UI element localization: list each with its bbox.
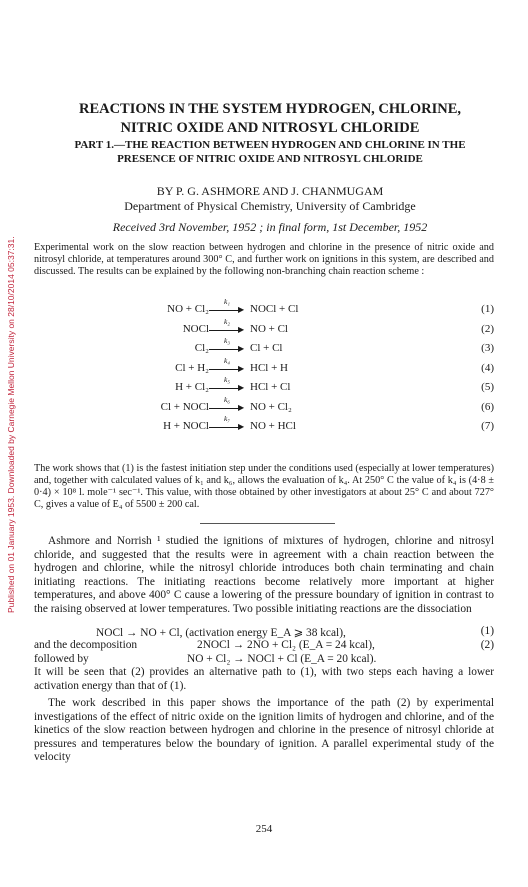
equation-label: and the decomposition — [34, 639, 138, 651]
reaction-number: (4) — [481, 361, 494, 374]
reactants: Cl + H₂ — [175, 361, 209, 374]
rate-constant: k₁ — [224, 297, 230, 306]
reaction-row — [40, 375, 494, 396]
abstract-intro: Experimental work on the slow reaction between hydrogen and chlorine in the presence of nitric oxide and nitrosyl chloride, at temperatures around 300° C, and further work on ignitions in this system, are described and discussed. The results can be explained by the following non-branching chain reaction scheme : — [34, 242, 494, 277]
equation-3 — [34, 653, 494, 667]
reaction-arrow-icon: k₃ ▶ — [209, 342, 245, 357]
equation-label: followed by — [34, 653, 89, 665]
reaction-number: (7) — [481, 420, 494, 432]
part-heading — [40, 138, 500, 166]
equation-text: NO + Cl₂ → NOCl + Cl (E_A = 20 kcal). — [187, 653, 377, 665]
reaction-arrow-icon: k₁ ▶ — [209, 303, 245, 318]
equation-text: 2NOCl → 2NO + Cl₂ (E_A = 24 kcal), — [197, 639, 375, 651]
reaction-row — [40, 316, 494, 338]
body-paragraph-3: The work described in this paper shows the importance of the path (2) by experimental investigations of the effect of nitric oxide on the ignition limits of hydrogen and chlorine, and of the kinetics of the slow reaction between hydrogen and chlorine in the presence of nitrosyl chloride at pressures and temperatures below the boundary of ignition. A parallel experimental study of the velocity — [34, 697, 494, 764]
reaction-arrow-icon: k₇ ▶ — [209, 420, 245, 435]
products: NOCl + Cl — [250, 303, 299, 315]
products: NO + HCl — [250, 420, 296, 432]
equation-number: (2) — [480, 639, 494, 651]
received-dates: Received 3rd November, 1952 ; in final form, 1st December, 1952 — [112, 220, 428, 234]
reactants: H + Cl₂ — [175, 381, 209, 393]
body-paragraph-2: It will be seen that (2) provides an alternative path to (1), with two steps each having a lower activation energy than that of (1). — [34, 666, 494, 692]
products: NO + Cl — [250, 322, 288, 335]
reaction-arrow-icon: k₆ ▶ — [209, 401, 245, 416]
reactants: Cl + NOCl — [160, 400, 209, 413]
body-paragraph-1: Ashmore and Norrish ¹ studied the ignitions of mixtures of hydrogen, chlorine and nitrosyl chloride, and suggested that the results were in agreement with a chain reaction between the hydrogen and chlorine, while the nitrosyl chloride introduces both chain terminating and chain initiating reactions. The initiating reactions become relatively more important at higher temperatures, and above 400° C cause a lowering of the pressure boundary of ignition in contrast to the raising observed at lower temperatures. Two possible initiating reactions are the dissociation — [34, 535, 494, 615]
reaction-row — [40, 297, 494, 318]
products: NO + Cl₂ — [250, 400, 292, 413]
products: HCl + H — [250, 361, 288, 374]
section-divider — [200, 523, 335, 524]
reaction-arrow-icon: k₅ ▶ — [209, 381, 245, 396]
rate-constant: k₆ — [224, 394, 230, 404]
reaction-row — [40, 355, 494, 377]
reactants: NO + Cl₂ — [167, 303, 209, 315]
reaction-row — [40, 414, 494, 435]
equation-2 — [34, 639, 494, 653]
products: Cl + Cl — [250, 342, 283, 354]
equation-number: (1) — [480, 625, 494, 637]
reaction-number: (3) — [481, 342, 494, 354]
authors: BY P. G. ASHMORE AND J. CHANMUGAM — [156, 184, 384, 198]
reaction-number: (6) — [481, 400, 494, 413]
page-number: 254 — [255, 823, 273, 835]
title-line-1: REACTIONS IN THE SYSTEM HYDROGEN, CHLORINE, — [78, 101, 462, 117]
part-line-1: PART 1.—THE REACTION BETWEEN HYDROGEN AND CHLORINE IN THE — [74, 139, 466, 151]
reaction-arrow-icon: k₄ ▶ — [209, 362, 245, 377]
rate-constant: k₂ — [224, 316, 230, 326]
reactants: Cl₂ — [194, 342, 209, 354]
rate-constant: k₅ — [224, 375, 230, 384]
rate-constant: k₃ — [224, 336, 230, 345]
equation-text: NOCl → NO + Cl, (activation energy E_A ⩾ 38 kcal), — [96, 627, 346, 639]
download-notice: Published on 01 January 1953. Downloaded by Carnegie Mellon University on 28/10/2014 05:37:31. — [6, 236, 16, 614]
equation-1 — [34, 625, 494, 639]
reaction-row — [40, 336, 494, 357]
abstract-conclusion: The work shows that (1) is the fastest initiation step under the conditions used (especially at lower temperatures) and, together with calculated values of k₁ and k₆, allows the evaluation of k₄. At 250° C the value of k₄ is (4·8 ± 0·4) × 10⁸ l. mole⁻¹ sec⁻¹. This value, with those obtained by other investigators at about 25° C and about 727° C, gives a value of E₄ of 5500 ± 200 cal. — [34, 463, 494, 510]
reactants: H + NOCl — [163, 420, 209, 432]
products: HCl + Cl — [250, 381, 291, 393]
reaction-arrow-icon: k₂ ▶ — [209, 323, 245, 338]
title-line-2: NITRIC OXIDE AND NITROSYL CHLORIDE — [120, 120, 420, 136]
affiliation: Department of Physical Chemistry, University of Cambridge — [124, 199, 416, 213]
part-line-2: PRESENCE OF NITRIC OXIDE AND NITROSYL CHLORIDE — [117, 153, 423, 165]
reaction-number: (5) — [481, 381, 494, 393]
rate-constant: k₄ — [224, 355, 230, 365]
reaction-number: (1) — [481, 303, 494, 315]
reactants: NOCl — [182, 322, 209, 335]
reaction-row — [40, 394, 494, 416]
article-title — [40, 100, 500, 138]
rate-constant: k₇ — [224, 414, 230, 423]
reaction-number: (2) — [481, 322, 494, 335]
